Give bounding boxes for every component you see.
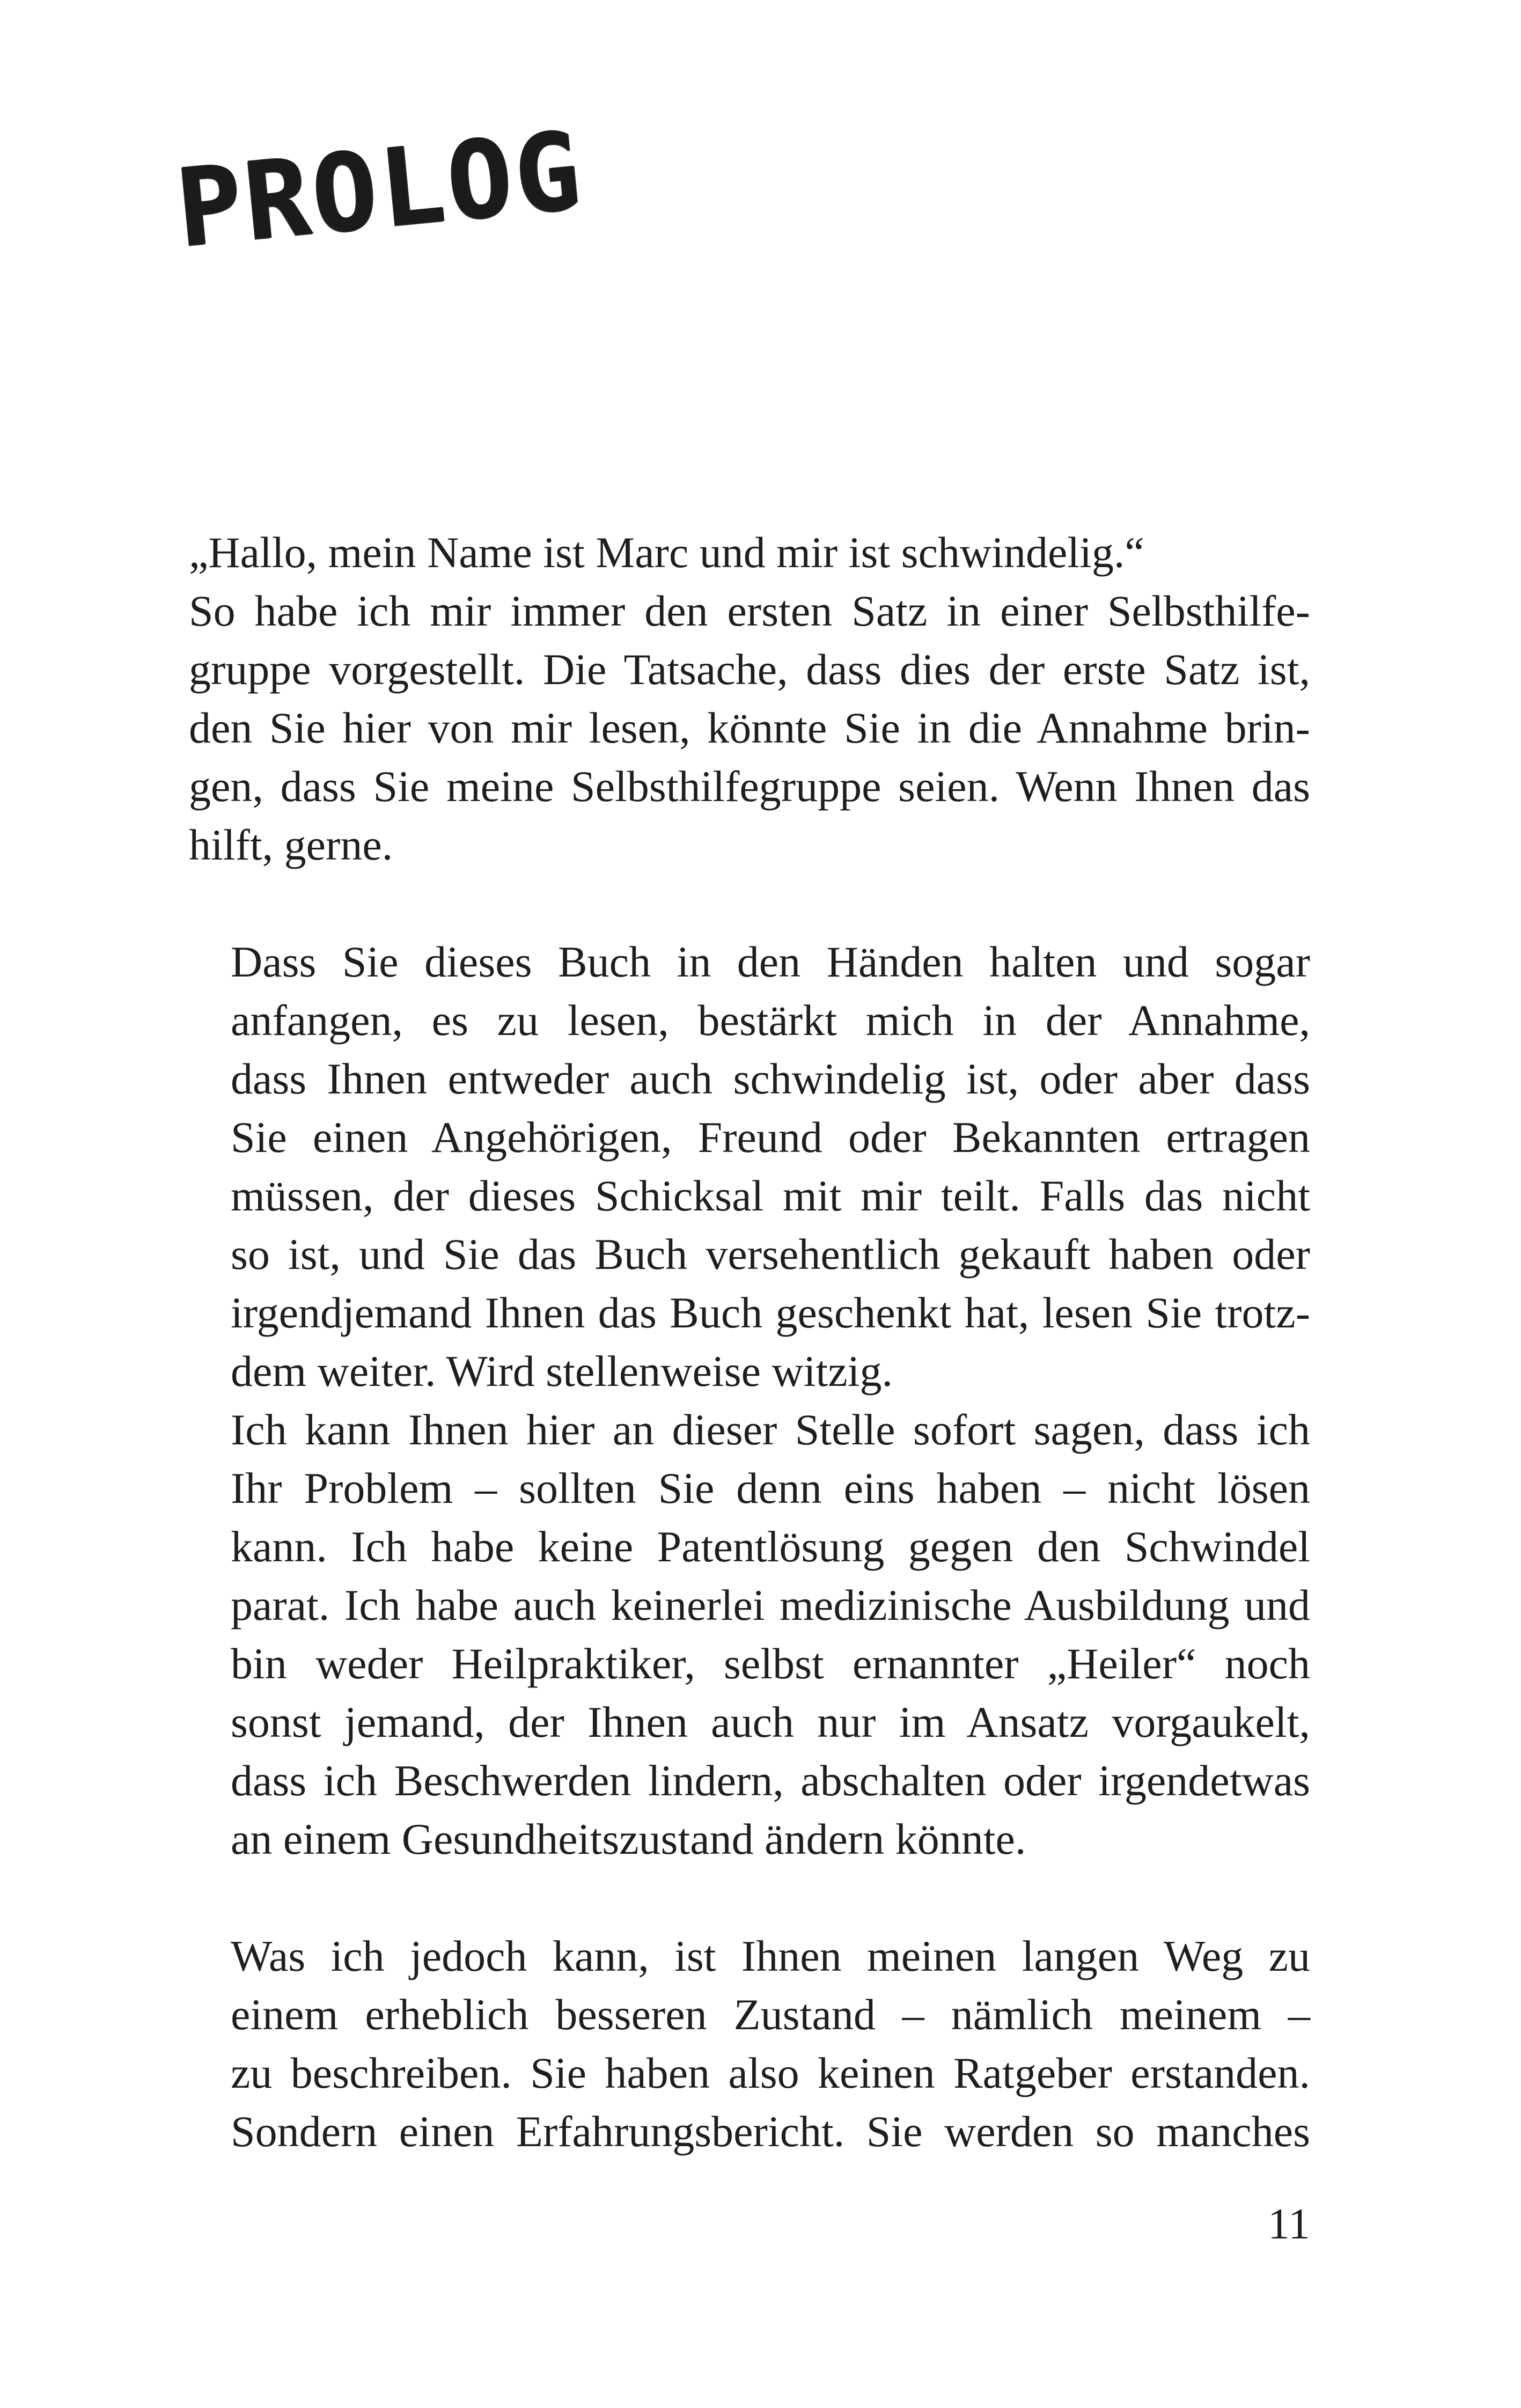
text-line: einem erheblich besseren Zustand – nämlich meinem – [231,1990,1310,2039]
text-line: „Hallo, mein Name ist Marc und mir ist schwindelig.“ [189,528,1144,577]
text-line: parat. Ich habe auch keinerlei medizinische Ausbildung und [231,1581,1310,1629]
text-line: gen, dass Sie meine Selbsthilfegruppe seien. Wenn Ihnen das [189,762,1310,811]
paragraph [189,1927,1310,2161]
text-line: Ich kann Ihnen hier an dieser Stelle sofort sagen, dass ich [231,1405,1310,1454]
text-line: Dass Sie dieses Buch in den Händen halten und sogar [231,937,1310,986]
text-line: so ist, und Sie das Buch versehentlich gekauft haben oder [231,1230,1310,1279]
chapter-title: PROLOG [171,108,589,271]
text-line: hilft, gerne. [189,820,393,869]
body-text [189,523,1310,2161]
text-line: dass ich Beschwerden lindern, abschalten oder irgendetwas [231,1756,1310,1805]
text-line: Ihr Problem – sollten Sie denn eins haben – nicht lösen [231,1464,1310,1513]
text-line: Was ich jedoch kann, ist Ihnen meinen langen Weg zu [231,1932,1310,1980]
paragraph [189,1400,1310,1868]
text-line: kann. Ich habe keine Patentlösung gegen den Schwindel [231,1522,1310,1571]
paragraph [189,582,1310,874]
text-line: den Sie hier von mir lesen, könnte Sie in die Annahme brin- [189,703,1310,752]
paragraph [189,523,1310,582]
paragraph [189,933,1310,1400]
text-line: Sie einen Angehörigen, Freund oder Bekannten ertragen [231,1113,1310,1162]
text-line: So habe ich mir immer den ersten Satz in einer Selbsthilfe- [189,586,1310,635]
text-line: an einem Gesundheitszustand ändern könnte. [231,1815,1026,1863]
text-line: zu beschreiben. Sie haben also keinen Ratgeber erstanden. [231,2049,1310,2097]
text-line: müssen, der dieses Schicksal mit mir teilt. Falls das nicht [231,1171,1310,1220]
text-line: sonst jemand, der Ihnen auch nur im Ansatz vorgaukelt, [231,1698,1310,1746]
text-line: anfangen, es zu lesen, bestärkt mich in der Annahme, [231,996,1310,1045]
text-line: irgendjemand Ihnen das Buch geschenkt hat, lesen Sie trotz- [231,1288,1310,1337]
text-line: dem weiter. Wird stellenweise witzig. [231,1347,893,1396]
text-line: gruppe vorgestellt. Die Tatsache, dass dies der erste Satz ist, [189,645,1310,694]
page-number: 11 [1268,2199,1310,2248]
text-line: bin weder Heilpraktiker, selbst ernannter „Heiler“ noch [231,1639,1310,1688]
text-line: dass Ihnen entweder auch schwindelig ist, oder aber dass [231,1054,1310,1103]
text-line: Sondern einen Erfahrungsbericht. Sie werden so manches [231,2107,1310,2156]
